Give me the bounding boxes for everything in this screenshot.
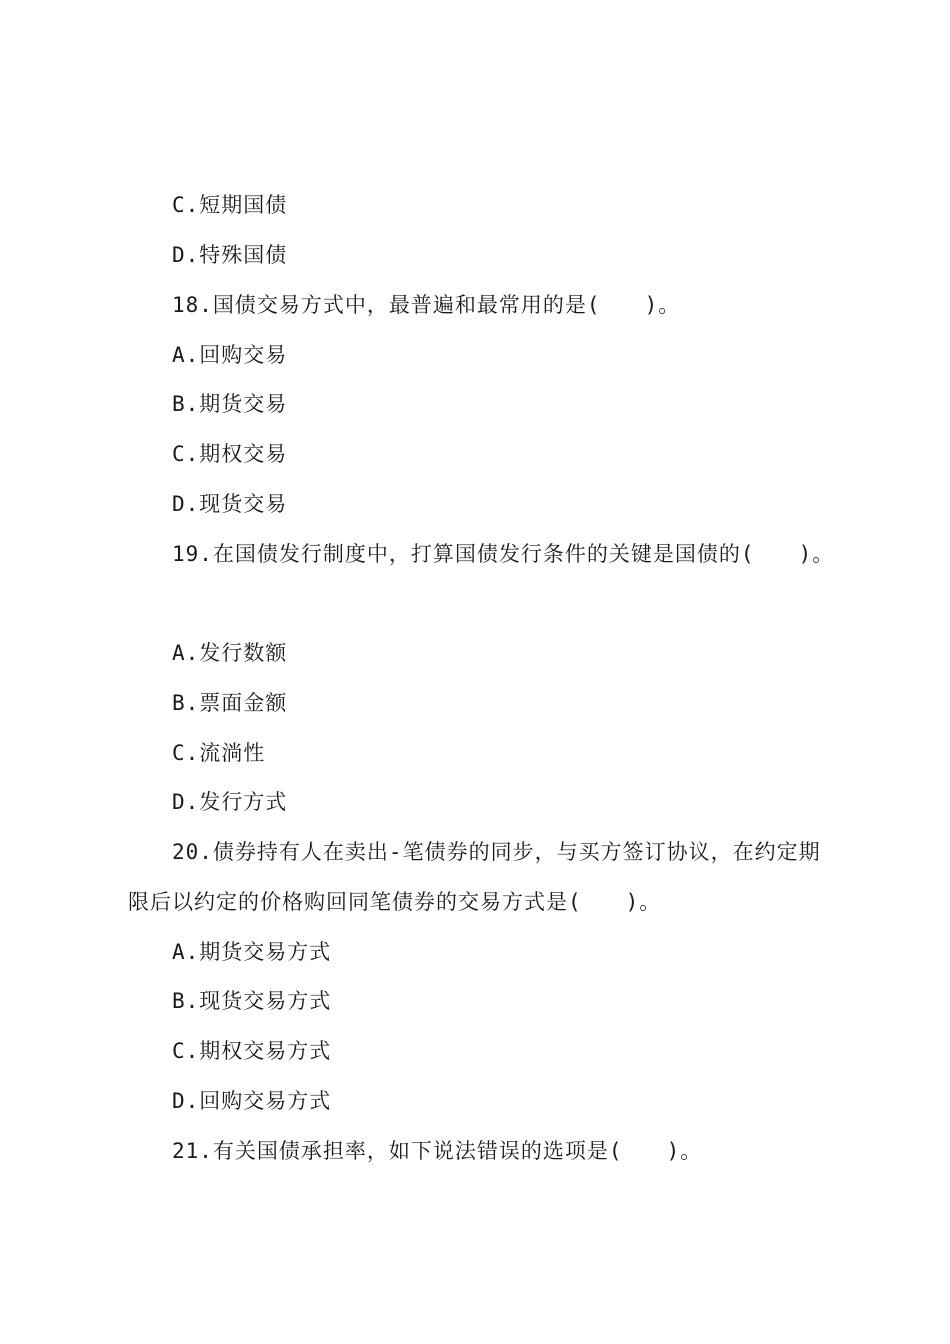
option-d-q18: D.现货交易 [172,492,288,516]
option-b-q19: B.票面金额 [172,691,288,715]
option-d-q20: D.回购交易方式 [172,1089,332,1113]
option-d-q19: D.发行方式 [172,790,288,814]
option-c-q17: C.短期国债 [172,193,288,217]
option-a-q18: A.回购交易 [172,343,288,367]
question-20-line-2: 限后以约定的价格购回同笔债券的交易方式是( )。 [128,890,662,914]
option-a-q20: A.期货交易方式 [172,940,332,964]
option-a-q19: A.发行数额 [172,641,288,665]
option-c-q18: C.期权交易 [172,442,288,466]
question-20-line-1: 20.债券持有人在卖出-笔债券的同步，与买方签订协议，在约定期 [172,840,821,864]
option-d-q17: D.特殊国债 [172,243,288,267]
question-21: 21.有关国债承担率，如下说法错误的选项是( )。 [172,1139,703,1163]
option-c-q19: C.流淌性 [172,741,266,765]
option-c-q20: C.期权交易方式 [172,1039,332,1063]
question-19: 19.在国债发行制度中，打算国债发行条件的关键是国债的( )。 [172,542,835,566]
option-b-q20: B.现货交易方式 [172,989,332,1013]
question-18: 18.国债交易方式中，最普遍和最常用的是( )。 [172,293,681,317]
option-b-q18: B.期货交易 [172,392,288,416]
